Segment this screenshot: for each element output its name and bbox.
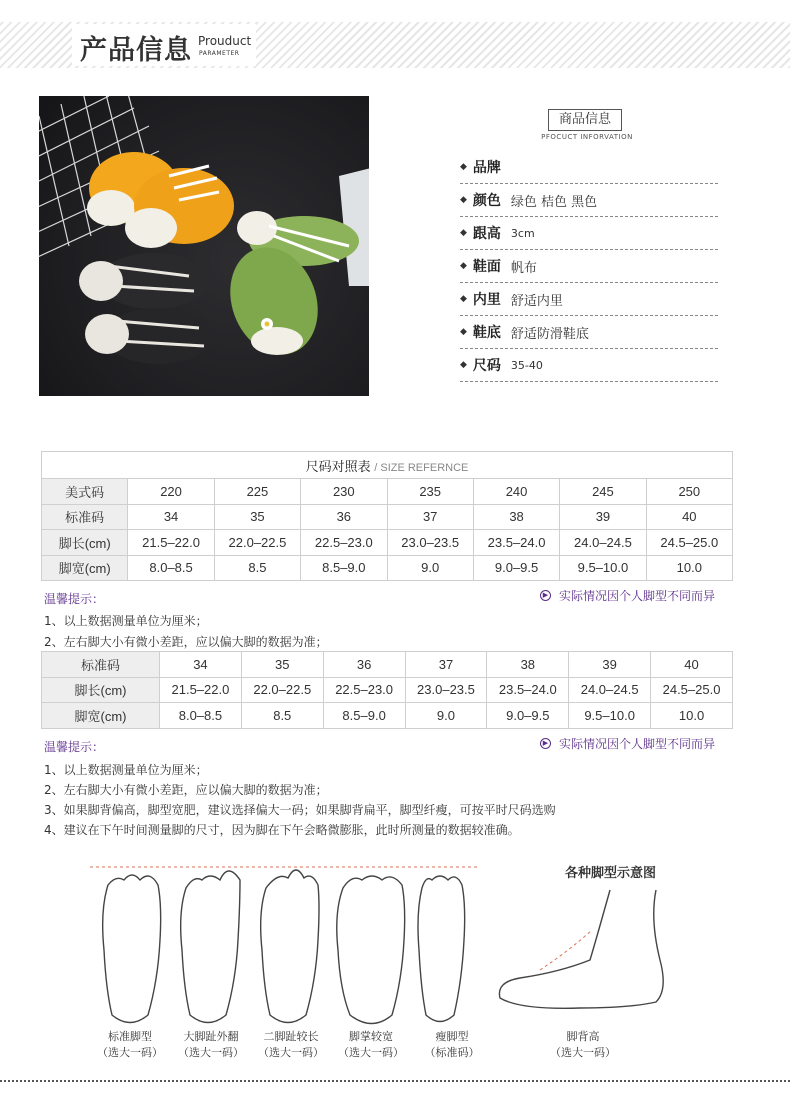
- spec-tag: 商品信息: [548, 109, 622, 131]
- table-cell: 23.5–24.0: [487, 677, 569, 703]
- table-cell: 8.5: [214, 555, 300, 581]
- table-cell: 38: [473, 504, 559, 530]
- table-cell: 24.0–24.5: [560, 530, 646, 556]
- table-cell: 34: [160, 652, 242, 678]
- table-cell: 23.5–24.0: [473, 530, 559, 556]
- table-cell: 21.5–22.0: [160, 677, 242, 703]
- table-cell: 37: [405, 652, 487, 678]
- table-cell: 9.5–10.0: [560, 555, 646, 581]
- table-cell: 8.5–9.0: [301, 555, 387, 581]
- feet-illustrations: [0, 850, 790, 1030]
- tips-line: 4、建议在下午时间测量脚的尺寸，因为脚在下午会略微膨胀，此时所测量的数据较准确。: [44, 823, 520, 837]
- table-cell: 21.5–22.0: [128, 530, 214, 556]
- black-shoe-top: [79, 253, 209, 309]
- table-caption-en: / SIZE REFERNCE: [374, 461, 469, 474]
- spec-value: 3cm: [510, 226, 535, 240]
- diamond-icon: ◆: [460, 327, 467, 337]
- table-cell: 24.0–24.5: [569, 677, 651, 703]
- spec-key: 内里: [472, 292, 501, 308]
- table-row: [42, 555, 733, 581]
- table-cell: 220: [128, 479, 214, 505]
- spec-row-heel: [460, 217, 718, 250]
- table-cell: 40: [651, 652, 733, 678]
- row-header-cell: 美式码: [42, 479, 128, 505]
- foot-thin: [418, 876, 465, 1022]
- foot-label-high-instep: [538, 1029, 628, 1061]
- foot-standard: [103, 875, 161, 1023]
- table-cell: 9.0: [405, 703, 487, 729]
- tips-note: [540, 587, 715, 604]
- feet-title: 各种脚型示意图: [565, 866, 657, 881]
- foot-label-name: 瘦脚型: [435, 1030, 469, 1043]
- foot-long-second-toe: [261, 870, 319, 1023]
- spec-key: 尺码: [472, 358, 501, 374]
- diamond-icon: ◆: [460, 360, 467, 370]
- foot-label-name: 大脚趾外翻: [183, 1030, 239, 1043]
- foot-wide: [337, 876, 405, 1024]
- spec-row-lining: [460, 283, 718, 316]
- table-row: [42, 530, 733, 556]
- spec-key: 鞋面: [472, 259, 501, 275]
- table-cell: 9.5–10.0: [569, 703, 651, 729]
- spec-row-color: [460, 184, 718, 217]
- foot-label-thin: [407, 1029, 497, 1061]
- header-title: 产品信息: [80, 35, 192, 66]
- table-cell: 10.0: [646, 555, 732, 581]
- table-cell: 38: [487, 652, 569, 678]
- foot-side-high-instep: [499, 890, 663, 1008]
- foot-label-name: 脚背高: [566, 1030, 600, 1043]
- size-table-1: [41, 451, 733, 581]
- table-row: [42, 652, 733, 678]
- diamond-icon: ◆: [460, 162, 467, 172]
- table-row: [42, 677, 733, 703]
- tips-title: 温馨提示：: [44, 592, 105, 606]
- foot-label-advice: （标准码）: [424, 1046, 480, 1059]
- table-cell: 39: [560, 504, 646, 530]
- foot-label-advice: （选大一码）: [178, 1046, 244, 1059]
- diamond-icon: ◆: [460, 195, 467, 205]
- foot-label-name: 脚掌较宽: [349, 1030, 393, 1043]
- table-cell: 35: [214, 504, 300, 530]
- spec-row-sole: [460, 316, 718, 349]
- table-cell: 22.5–23.0: [301, 530, 387, 556]
- table-cell: 250: [646, 479, 732, 505]
- bottom-divider: [0, 1080, 790, 1082]
- diamond-icon: ◆: [460, 261, 467, 271]
- table-cell: 35: [241, 652, 323, 678]
- table-cell: 235: [387, 479, 473, 505]
- tips-line: 1、以上数据测量单位为厘米；: [44, 614, 208, 628]
- table-cell: 10.0: [651, 703, 733, 729]
- diamond-icon: ◆: [460, 228, 467, 238]
- size-table-2: [41, 651, 733, 729]
- tips-line: 1、以上数据测量单位为厘米；: [44, 763, 208, 777]
- spec-value: 绿色 桔色 黑色: [510, 194, 598, 210]
- foot-label-advice: （选大一码）: [550, 1046, 616, 1059]
- spec-row-brand: [460, 151, 718, 184]
- table-cell: 34: [128, 504, 214, 530]
- foot-label-advice: （选大一码）: [338, 1046, 404, 1059]
- tips-line: 2、左右脚大小有微小差距，应以偏大脚的数据为准；: [44, 635, 328, 649]
- row-header-cell: 脚宽(cm): [42, 703, 160, 729]
- foot-label-name: 标准脚型: [108, 1030, 152, 1043]
- table-row: [42, 703, 733, 729]
- row-header-cell: 脚长(cm): [42, 677, 160, 703]
- table-cell: 245: [560, 479, 646, 505]
- table-cell: 36: [323, 652, 405, 678]
- table-row: [42, 479, 733, 505]
- spec-value: 35-40: [510, 358, 543, 372]
- tips-note: [540, 735, 715, 752]
- header-subtitle-small: PARAMETER: [199, 50, 240, 57]
- spec-key: 品牌: [472, 160, 501, 176]
- row-header-cell: 标准码: [42, 652, 160, 678]
- play-icon: ▶: [540, 738, 551, 749]
- foot-label-wide: [326, 1029, 416, 1061]
- black-shoe-bottom: [85, 308, 214, 364]
- header-subtitle: Prouduct: [198, 34, 252, 48]
- table-cell: 23.0–23.5: [387, 530, 473, 556]
- table-cell: 225: [214, 479, 300, 505]
- play-icon: ▶: [540, 590, 551, 601]
- spec-value: 舒适内里: [510, 293, 563, 309]
- table-cell: 24.5–25.0: [646, 530, 732, 556]
- product-photo: [39, 96, 369, 396]
- table-cell: 8.5–9.0: [323, 703, 405, 729]
- foot-label-bunion: [166, 1029, 256, 1061]
- table-row: [42, 504, 733, 530]
- table-cell: 39: [569, 652, 651, 678]
- table-cell: 8.0–8.5: [128, 555, 214, 581]
- table-cell: 9.0: [387, 555, 473, 581]
- foot-label-name: 二脚趾较长: [263, 1030, 319, 1043]
- table-cell: 240: [473, 479, 559, 505]
- instep-guide-line: [540, 930, 592, 970]
- table-cell: 36: [301, 504, 387, 530]
- table-cell: 22.0–22.5: [214, 530, 300, 556]
- tips-note-text: 实际情况因个人脚型不同而异: [559, 737, 716, 751]
- foot-label-standard: [85, 1029, 175, 1061]
- table-cell: 23.0–23.5: [405, 677, 487, 703]
- foot-label-advice: （选大一码）: [258, 1046, 324, 1059]
- spec-key: 颜色: [472, 193, 501, 209]
- tips-title: 温馨提示：: [44, 740, 105, 754]
- table-cell: 40: [646, 504, 732, 530]
- tips-line: 3、如果脚背偏高，脚型宽肥，建议选择偏大一码；如果脚背扁平，脚型纤瘦，可按平时尺码选购: [44, 803, 556, 817]
- diamond-icon: ◆: [460, 294, 467, 304]
- tips-line: 2、左右脚大小有微小差距，应以偏大脚的数据为准；: [44, 783, 328, 797]
- foot-bunion: [181, 871, 240, 1023]
- table-caption: [42, 452, 733, 479]
- spec-tag-en: PFOCUCT INFORVATION: [541, 133, 633, 141]
- table-cell: 22.0–22.5: [241, 677, 323, 703]
- table-cell: 230: [301, 479, 387, 505]
- table-cell: 9.0–9.5: [473, 555, 559, 581]
- spec-row-size: [460, 349, 718, 382]
- spec-value: 帆布: [510, 260, 537, 276]
- row-header-cell: 标准码: [42, 504, 128, 530]
- row-header-cell: 脚长(cm): [42, 530, 128, 556]
- tips-note-text: 实际情况因个人脚型不同而异: [559, 589, 716, 603]
- table-cell: 37: [387, 504, 473, 530]
- row-header-cell: 脚宽(cm): [42, 555, 128, 581]
- spec-key: 跟高: [472, 226, 501, 242]
- spec-key: 鞋底: [472, 325, 501, 341]
- spec-value: 舒适防滑鞋底: [510, 326, 589, 342]
- foot-label-long-second-toe: [246, 1029, 336, 1061]
- table-cell: 8.5: [241, 703, 323, 729]
- spec-row-upper: [460, 250, 718, 283]
- table-cell: 9.0–9.5: [487, 703, 569, 729]
- table-cell: 24.5–25.0: [651, 677, 733, 703]
- table-caption-text: 尺码对照表: [305, 458, 371, 474]
- foot-label-advice: （选大一码）: [97, 1046, 163, 1059]
- table-cell: 8.0–8.5: [160, 703, 242, 729]
- table-cell: 22.5–23.0: [323, 677, 405, 703]
